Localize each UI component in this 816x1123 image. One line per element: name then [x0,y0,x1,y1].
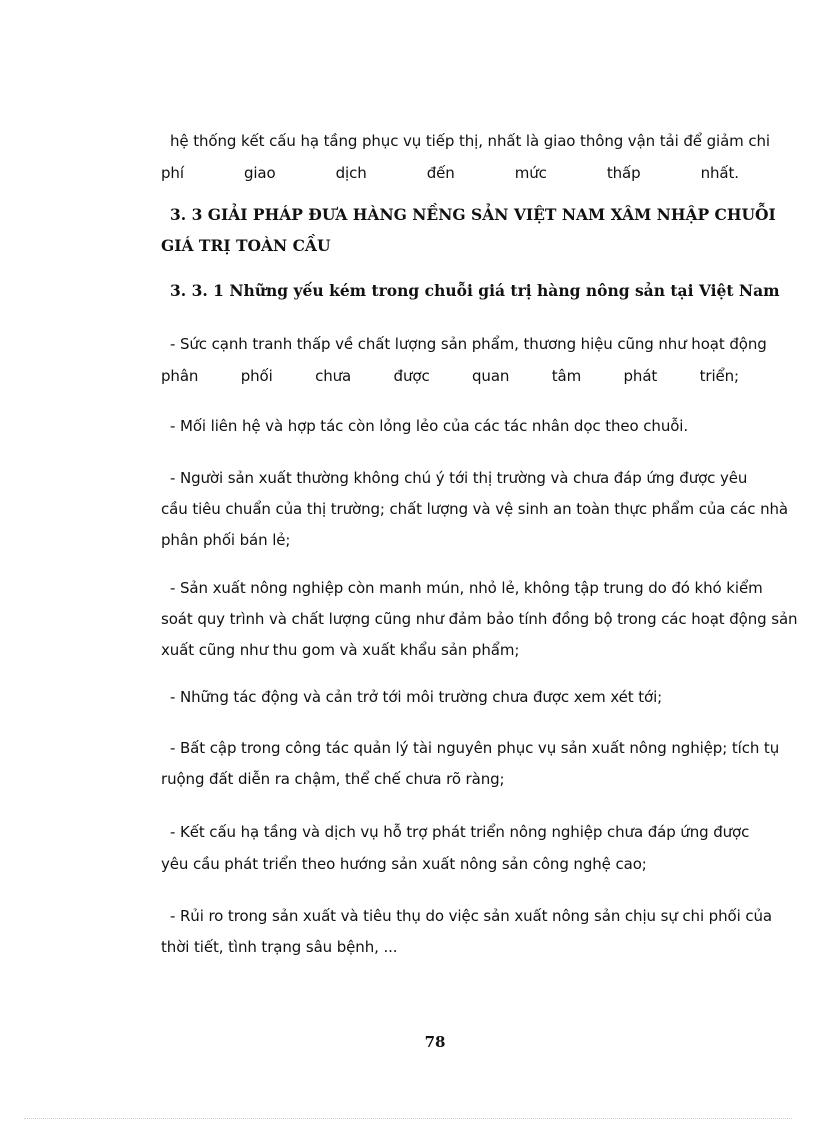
page-number: 78 [424,1033,446,1051]
bullet-5-line-1: - Những tác động và cản trở tới môi trường chưa được xem xét tới; [170,688,663,706]
bullet-word: phối [240,367,273,385]
bullet-4-line-3: xuất cũng như thu gom và xuất khẩu sản phẩm; [161,641,520,659]
page-bottom-rule [24,1118,792,1119]
bullet-7-line-1: - Kết cấu hạ tầng và dịch vụ hỗ trợ phát triển nông nghiệp chưa đáp ứng được [170,823,750,841]
bullet-8-line-2: thời tiết, tình trạng sâu bệnh, ... [161,938,398,956]
bullet-word: triển; [699,367,739,385]
bullet-4-line-1: - Sản xuất nông nghiệp còn manh mún, nhỏ lẻ, không tập trung do đó khó kiểm [170,579,763,597]
bullet-1-line-2 [161,366,739,386]
bullet-word: phân [161,367,199,385]
bullet-word: quan [472,367,510,385]
subsection-heading: 3. 3. 1 Những yếu kém trong chuỗi giá trị hàng nông sản tại Việt Nam [170,281,780,300]
bullet-word: được [393,367,430,385]
intro-word: nhất. [700,164,739,182]
bullet-6-line-2: ruộng đất diễn ra chậm, thể chế chưa rõ ràng; [161,770,505,788]
intro-word: thấp [606,164,641,182]
bullet-6-line-1: - Bất cập trong công tác quản lý tài nguyên phục vụ sản xuất nông nghiệp; tích tụ [170,739,780,757]
intro-word: giao [243,164,276,182]
bullet-2-line-1: - Mối liên hệ và hợp tác còn lỏng lẻo của các tác nhân dọc theo chuỗi. [170,417,689,435]
bullet-4-line-2: soát quy trình và chất lượng cũng như đảm bảo tính đồng bộ trong các hoạt động sản [161,610,798,628]
bullet-3-line-1: - Người sản xuất thường không chú ý tới thị trường và chưa đáp ứng được yêu [170,469,748,487]
bullet-7-line-2: yêu cầu phát triển theo hướng sản xuất nông sản công nghệ cao; [161,855,647,873]
bullet-3-line-2: cầu tiêu chuẩn của thị trường; chất lượng và vệ sinh an toàn thực phẩm của các nhà [161,500,789,518]
intro-line-1: hệ thống kết cấu hạ tầng phục vụ tiếp thị, nhất là giao thông vận tải để giảm chi [170,132,770,150]
intro-word: dịch [335,164,367,182]
intro-word: phí [161,164,184,182]
bullet-3-line-3: phân phối bán lẻ; [161,531,291,549]
bullet-1-line-1: - Sức cạnh tranh thấp về chất lượng sản phẩm, thương hiệu cũng như hoạt động [170,335,767,353]
intro-word: mức [514,164,547,182]
bullet-word: tâm [551,367,582,385]
bullet-word: phát [623,367,658,385]
intro-word: đến [426,164,455,182]
bullet-8-line-1: - Rủi ro trong sản xuất và tiêu thụ do việc sản xuất nông sản chịu sự chi phối của [170,907,772,925]
bullet-word: chưa [315,367,352,385]
section-heading-line-1: 3. 3 GIẢI PHÁP ĐƯA HÀNG NỀNG SẢN VIỆT NAM XÂM NHẬP CHUỖI [170,205,776,224]
section-heading-line-2: GIÁ TRỊ TOÀN CẦU [161,236,331,255]
intro-line-2 [161,163,739,183]
